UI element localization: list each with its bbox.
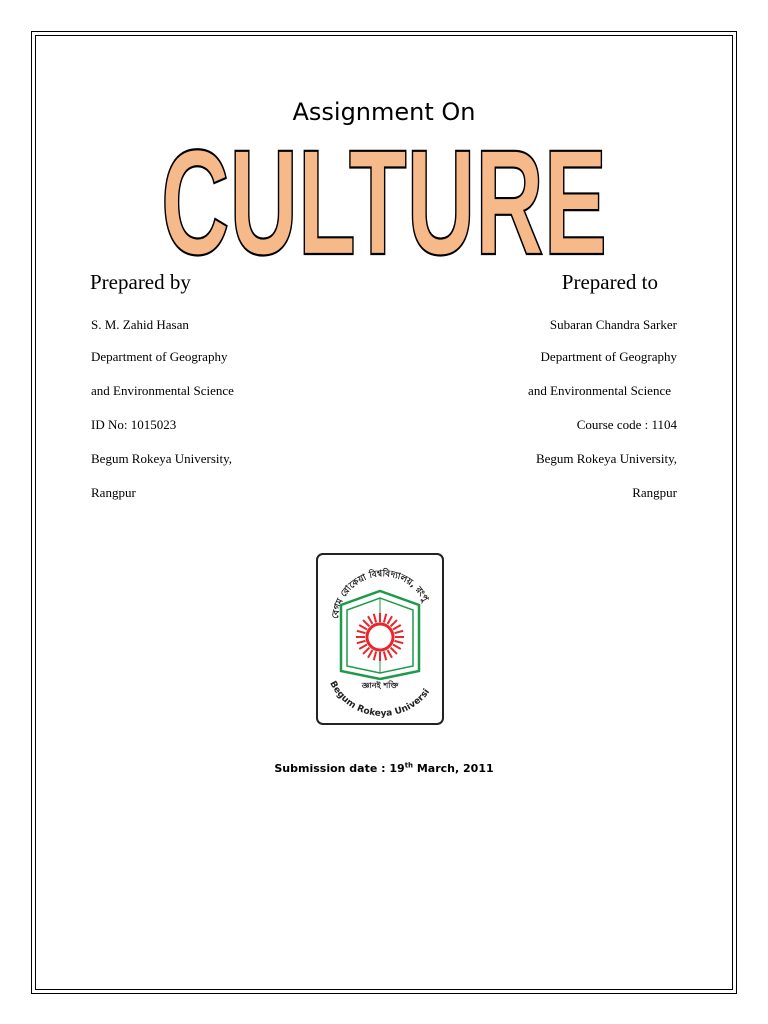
- title-text: CULTURE: [161, 140, 607, 265]
- assignment-subject-prefix: Assignment On: [292, 98, 476, 126]
- author-university: Begum Rokeya University,: [91, 451, 233, 466]
- author-id: ID No: 1015023: [91, 417, 177, 432]
- author-department: Department of Geography: [91, 349, 228, 364]
- author-department-cont: and Environmental Science: [91, 383, 234, 398]
- sun-icon: [356, 613, 404, 661]
- university-seal-icon: [316, 553, 444, 725]
- seal-motto: জ্ঞানই শক্তি: [361, 681, 399, 690]
- prepared-by-heading: Prepared by: [90, 270, 191, 294]
- prepared-to-heading: Prepared to: [561, 270, 658, 294]
- teacher-city: Rangpur: [632, 485, 677, 500]
- teacher-department-cont: and Environmental Science: [528, 383, 671, 398]
- submission-date: [0, 762, 768, 775]
- author-city: Rangpur: [91, 485, 136, 500]
- seal-bottom-text: Begum Rokeya Universi: [327, 679, 433, 720]
- sun-disc: [367, 624, 393, 650]
- title-wordart: [158, 140, 610, 265]
- teacher-university: Begum Rokeya University,: [535, 451, 677, 466]
- seal-top-text: বেগম রোকেয়া বিশ্ববিদ্যালয়, রংপু: [330, 569, 430, 620]
- submission-date-label: Submission date : 19: [274, 762, 405, 775]
- submission-date-rest: March, 2011: [413, 762, 494, 775]
- author-name: S. M. Zahid Hasan: [91, 317, 189, 332]
- submission-date-ordinal: th: [404, 761, 414, 770]
- teacher-name: Subaran Chandra Sarker: [549, 317, 677, 332]
- teacher-department: Department of Geography: [540, 349, 677, 364]
- course-code: Course code : 1104: [576, 417, 677, 432]
